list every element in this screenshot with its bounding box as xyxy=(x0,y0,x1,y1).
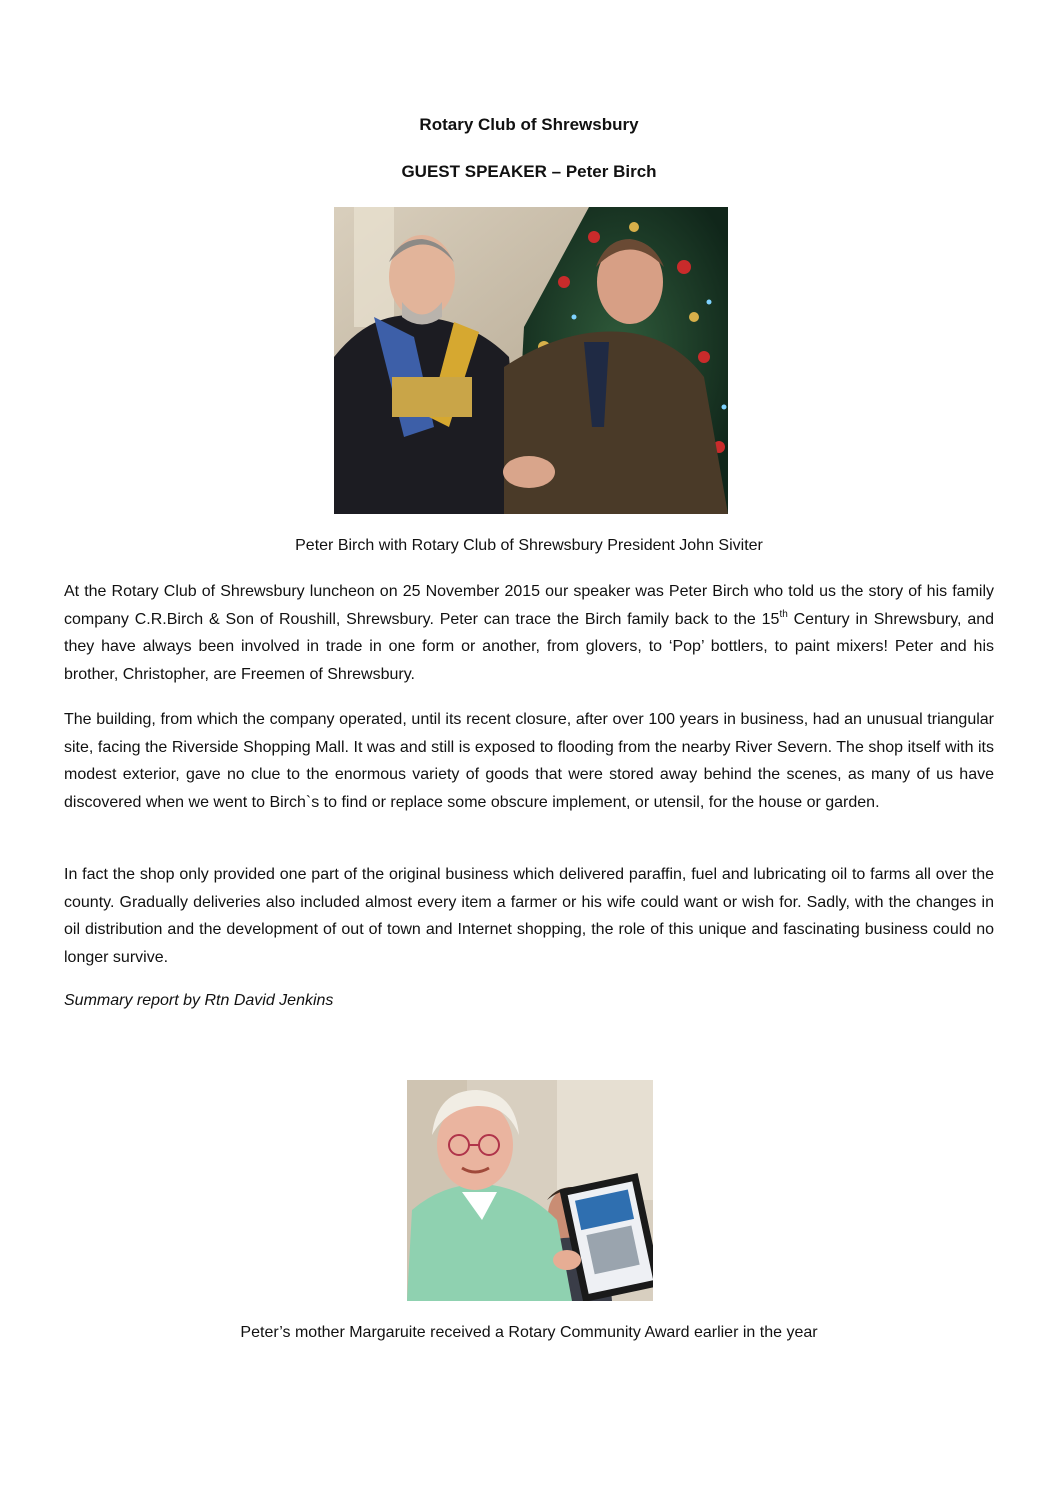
summary-credit: Summary report by Rtn David Jenkins xyxy=(64,992,334,1009)
paragraph-luncheon xyxy=(64,578,994,688)
document-title: Rotary Club of Shrewsbury xyxy=(419,115,639,134)
document-subtitle: GUEST SPEAKER – Peter Birch xyxy=(401,162,657,181)
photo-handshake xyxy=(334,207,728,514)
photo-handshake-caption: Peter Birch with Rotary Club of Shrewsbury President John Siviter xyxy=(295,537,763,554)
paragraph-luncheon-text-cont: Century in Shrewsbury, and they have always been involved in trade in one form or another, from glovers, to ‘Pop’ bottlers, to paint mixers! Peter and his brother, Christopher, are Freemen of Shrewsbury. xyxy=(64,610,995,683)
photo-award-caption: Peter’s mother Margaruite received a Rotary Community Award earlier in the year xyxy=(240,1324,818,1341)
paragraph-building: The building, from which the company operated, until its recent closure, after over 100 years in business, had an unusual triangular site, facing the Riverside Shopping Mall. It was and still is exposed to flooding from the nearby River Severn. The shop itself with its modest exterior, gave no clue to the enormous variety of goods that were stored away behind the scenes, as many of us have discovered when we went to Birch`s to find or replace some obscure implement, or utensil, for the house or garden. xyxy=(64,711,994,811)
photo-award xyxy=(407,1080,653,1301)
ordinal-suffix: th xyxy=(779,608,788,620)
paragraph-business: In fact the shop only provided one part of the original business which delivered paraffin, fuel and lubricating oil to farms all over the county. Gradually deliveries also included almost every item a farmer or his wife could want or wish for. Sadly, with the changes in oil distribution and the development of out of town and Internet shopping, the role of this unique and fascinating business could no longer survive. xyxy=(64,866,994,966)
paragraph-luncheon-text: At the Rotary Club of Shrewsbury luncheon on 25 November 2015 our speaker was Peter Birch who told us the story of his family company C.R.Birch & Son of Roushill, Shrewsbury. Peter can trace the Birch family back to the 15 xyxy=(64,583,994,628)
